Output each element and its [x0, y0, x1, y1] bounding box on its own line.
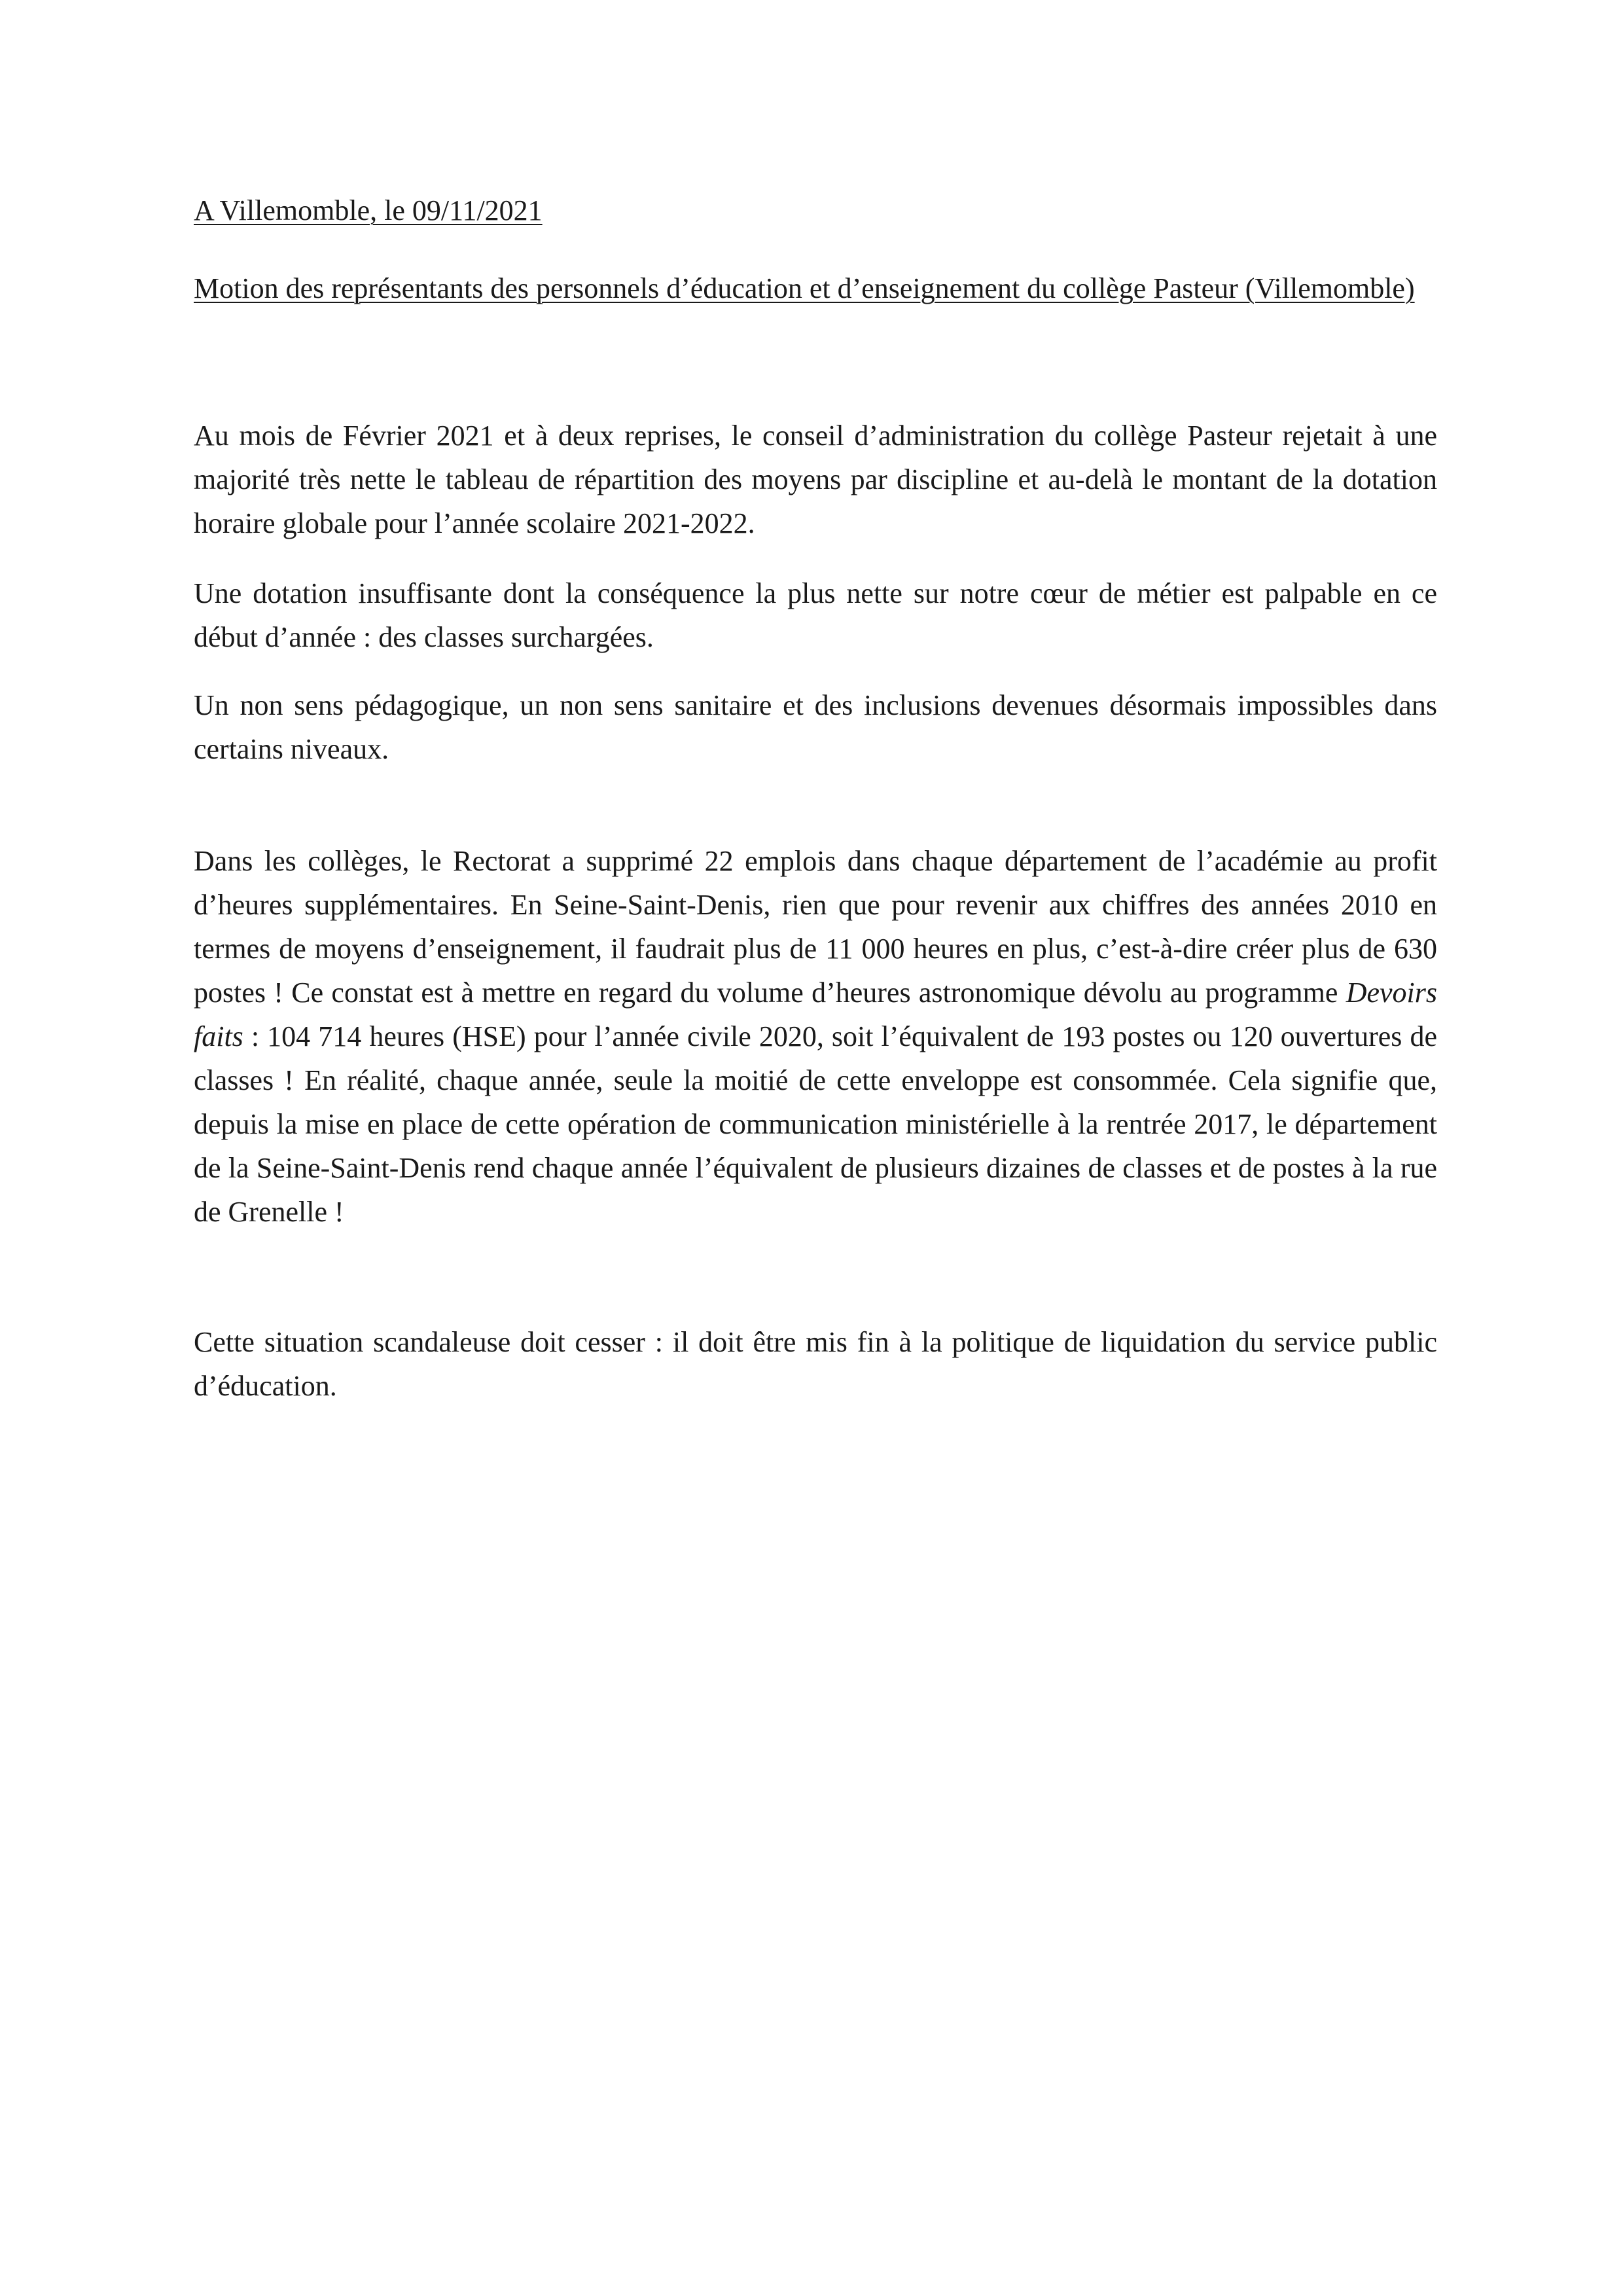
paragraph-rectorat-part2: : 104 714 heures (HSE) pour l’année civile 2020, soit l’équivalent de 193 postes ou 120 ouvertures de classes ! En réalité, chaque année, seule la moitié de cette enveloppe est consommée. Cela signifie que, depuis la mise en place de cette opération de communication ministérielle à la rentrée 2017, le département de la Seine-Saint-Denis rend chaque année l’équivalent de plusieurs dizaines de classes et de postes à la rue de Grenelle !	[194, 1020, 1437, 1228]
devoirs-faits-program-name: Devoirs faits	[194, 977, 1437, 1052]
paragraph-rectorat-part1: Dans les collèges, le Rectorat a supprimé 22 emplois dans chaque département de l’académie au profit d’heures supplémentaires. En Seine-Saint-Denis, rien que pour revenir aux chiffres des années 2010 en termes de moyens d’enseignement, il faudrait plus de 11 000 heures en plus, c’est-à-dire créer plus de 630 postes ! Ce constat est à mettre en regard du volume d’heures astronomique dévolu au programme	[194, 845, 1437, 1009]
paragraph-conclusion: Cette situation scandaleuse doit cesser : il doit être mis fin à la politique de liquidation du service public d’éducation.	[194, 1326, 1437, 1402]
date-line: A Villemomble, le 09/11/2021	[194, 194, 543, 226]
paragraph-dotation-insuffisante: Une dotation insuffisante dont la conséquence la plus nette sur notre cœur de métier est palpable en ce début d’année : des classes surchargées.	[194, 577, 1437, 653]
paragraph-rectorat	[194, 839, 1437, 1234]
paragraph-vote-dhg: Au mois de Février 2021 et à deux reprises, le conseil d’administration du collège Pasteur rejetait à une majorité très nette le tableau de répartition des moyens par discipline et au-delà le montant de la dotation horaire globale pour l’année scolaire 2021-2022.	[194, 420, 1437, 539]
paragraph-non-sens: Un non sens pédagogique, un non sens sanitaire et des inclusions devenues désormais impossibles dans certains niveaux.	[194, 689, 1437, 765]
motion-title: Motion des représentants des personnels d’éducation et d’enseignement du collège Pasteur (Villemomble)	[194, 272, 1415, 304]
